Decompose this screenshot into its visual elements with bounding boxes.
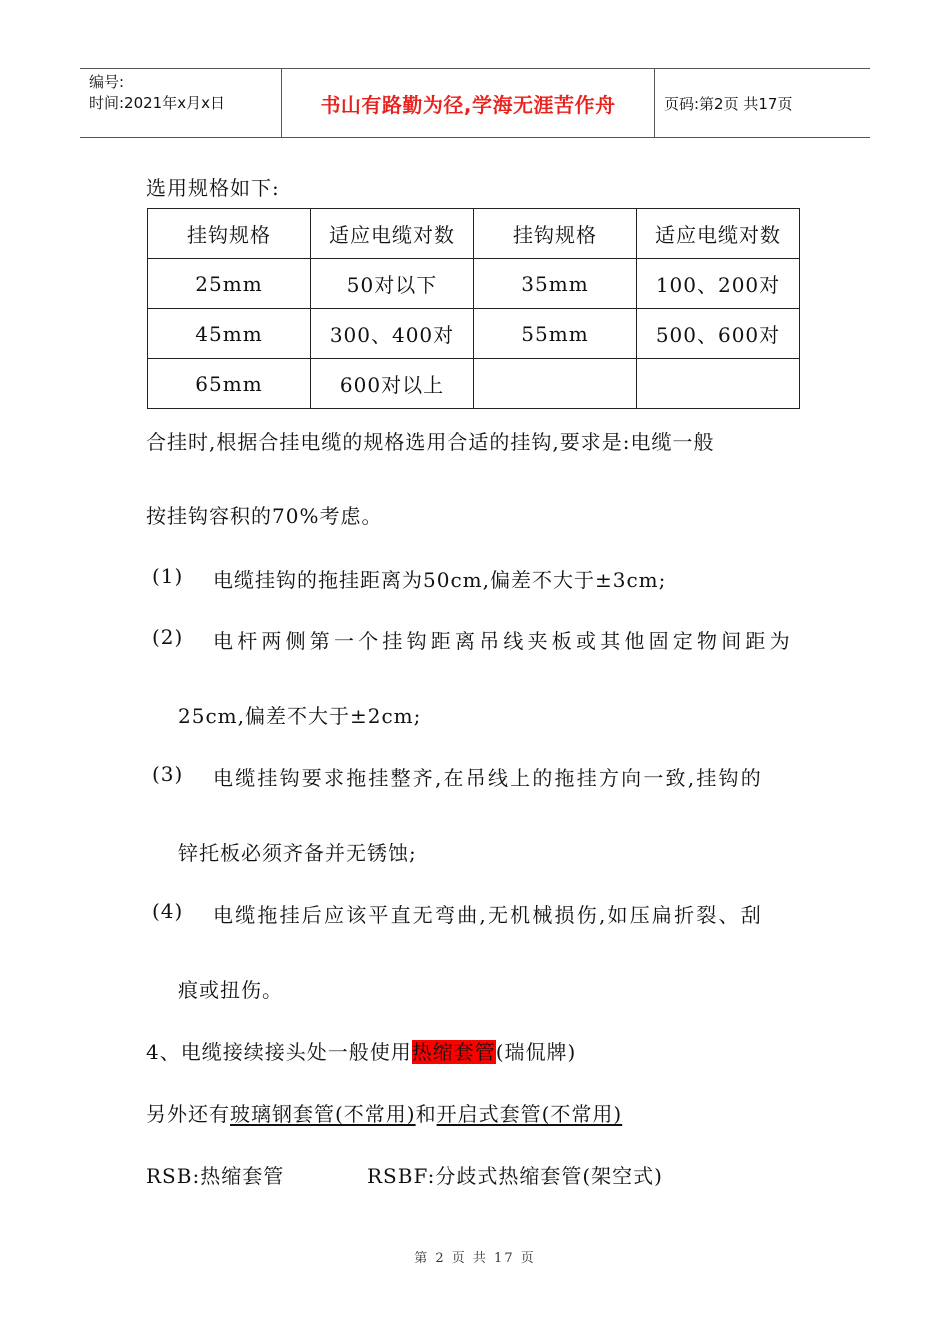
table-header-row: [148, 209, 800, 259]
table-cell: [474, 359, 637, 409]
item-text-continued: 锌托板必须齐备并无锈蚀;: [178, 841, 417, 865]
table-cell: 600对以上: [311, 359, 474, 409]
table-cell: 100、200对: [637, 259, 800, 309]
item-number: (2): [152, 625, 184, 649]
table-cell: 300、400对: [311, 309, 474, 359]
underlined-term: 开启式套管(不常用): [436, 1102, 623, 1126]
item-text-continued: 痕或扭伤。: [178, 978, 283, 1002]
rsbf-definition: RSBF:分歧式热缩套管(架空式): [367, 1164, 663, 1188]
table-cell: 500、600对: [637, 309, 800, 359]
underlined-term: 玻璃钢套管(不常用): [230, 1102, 416, 1126]
item-number: (3): [152, 762, 184, 786]
page-footer: 第 2 页 共 17 页: [414, 1251, 536, 1266]
other-sleeves-line: [146, 1098, 622, 1127]
item-text-continued: 25cm,偏差不大于±2cm;: [178, 704, 422, 728]
other-prefix: 另外还有: [146, 1102, 230, 1126]
table-cell: 65mm: [148, 359, 311, 409]
header-motto: 书山有路勤为径,学海无涯苦作舟: [320, 92, 616, 117]
item-number: (4): [152, 899, 184, 923]
table-cell: 25mm: [148, 259, 311, 309]
item-text: 电杆两侧第一个挂钩距离吊线夹板或其他固定物间距为: [213, 629, 794, 653]
table-row: [148, 309, 800, 359]
rsb-definition: RSB:热缩套管: [146, 1164, 285, 1188]
table-cell: [637, 359, 800, 409]
table-cell: 挂钩规格: [474, 209, 637, 259]
header-meta: [89, 72, 225, 114]
table-cell: 55mm: [474, 309, 637, 359]
paragraph-line: 合挂时,根据合挂电缆的规格选用合适的挂钩,要求是:电缆一般: [146, 430, 715, 454]
section-4-suffix: (瑞侃牌): [495, 1040, 577, 1064]
table-cell: 50对以下: [311, 259, 474, 309]
table-cell: 35mm: [474, 259, 637, 309]
table-cell: 挂钩规格: [148, 209, 311, 259]
table-cell: 适应电缆对数: [311, 209, 474, 259]
highlighted-term: 热缩套管: [411, 1040, 496, 1064]
item-text: 电缆挂钩要求拖挂整齐,在吊线上的拖挂方向一致,挂钩的: [213, 766, 763, 790]
section-4-line: [146, 1036, 576, 1065]
header-page-info: 页码:第2页 共17页: [664, 94, 793, 113]
item-text: 电缆挂钩的拖挂距离为50cm,偏差不大于±3cm;: [213, 568, 667, 592]
other-mid: 和: [415, 1102, 437, 1126]
table-row: [148, 359, 800, 409]
paragraph-line: 按挂钩容积的70%考虑。: [146, 504, 383, 528]
table-cell: 适应电缆对数: [637, 209, 800, 259]
header-time-label: 时间:2021年x月x日: [89, 94, 225, 112]
item-text: 电缆拖挂后应该平直无弯曲,无机械损伤,如压扁折裂、刮: [213, 903, 763, 927]
section-4-prefix: 4、电缆接续接头处一般使用: [146, 1040, 412, 1064]
header-number-label: 编号:: [89, 73, 125, 91]
table-row: [148, 259, 800, 309]
hook-spec-table: [147, 208, 800, 409]
intro-text: 选用规格如下:: [146, 176, 280, 200]
table-cell: 45mm: [148, 309, 311, 359]
item-number: (1): [152, 564, 184, 588]
page-header: [80, 68, 870, 138]
header-divider: [654, 69, 655, 137]
